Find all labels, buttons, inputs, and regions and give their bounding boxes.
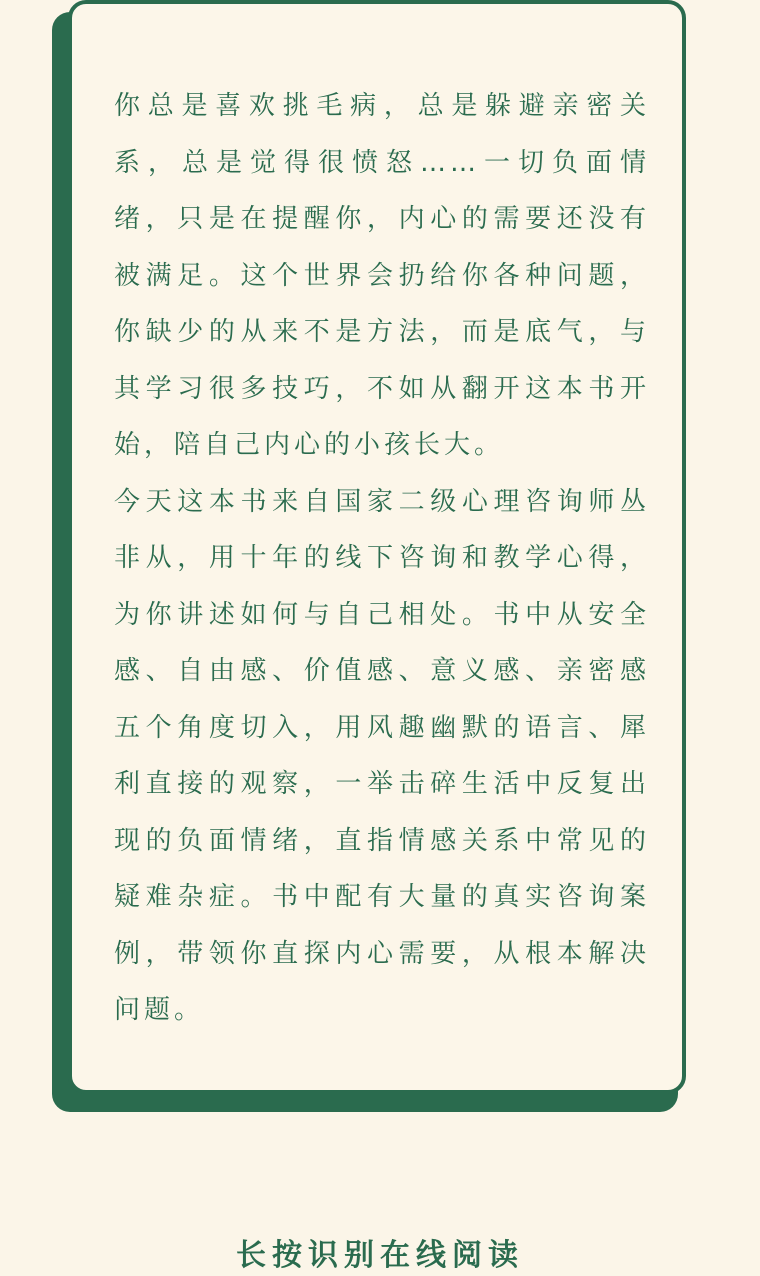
intro-paragraph-1: 你总是喜欢挑毛病，总是躲避亲密关系，总是觉得很愤怒……一切负面情绪，只是在提醒你，内心的需要还没有被满足。这个世界会扔给你各种问题，你缺少的从来不是方法，而是底气，与其学习很多技巧，不如从翻开这本书开始，陪自己内心的小孩长大。 xyxy=(114,91,650,460)
section-heading: 长按识别在线阅读 xyxy=(236,1238,524,1273)
card-body xyxy=(114,78,650,1039)
book-intro-card xyxy=(68,0,686,1094)
intro-paragraph-2: 今天这本书来自国家二级心理咨询师丛非从，用十年的线下咨询和教学心得，为你讲述如何与自己相处。书中从安全感、自由感、价值感、意义感、亲密感五个角度切入，用风趣幽默的语言、犀利直接的观察，一举击碎生活中反复出现的负面情绪，直指情感关系中常见的疑难杂症。书中配有大量的真实咨询案例，带领你直探内心需要，从根本解决问题。 xyxy=(114,486,650,1025)
